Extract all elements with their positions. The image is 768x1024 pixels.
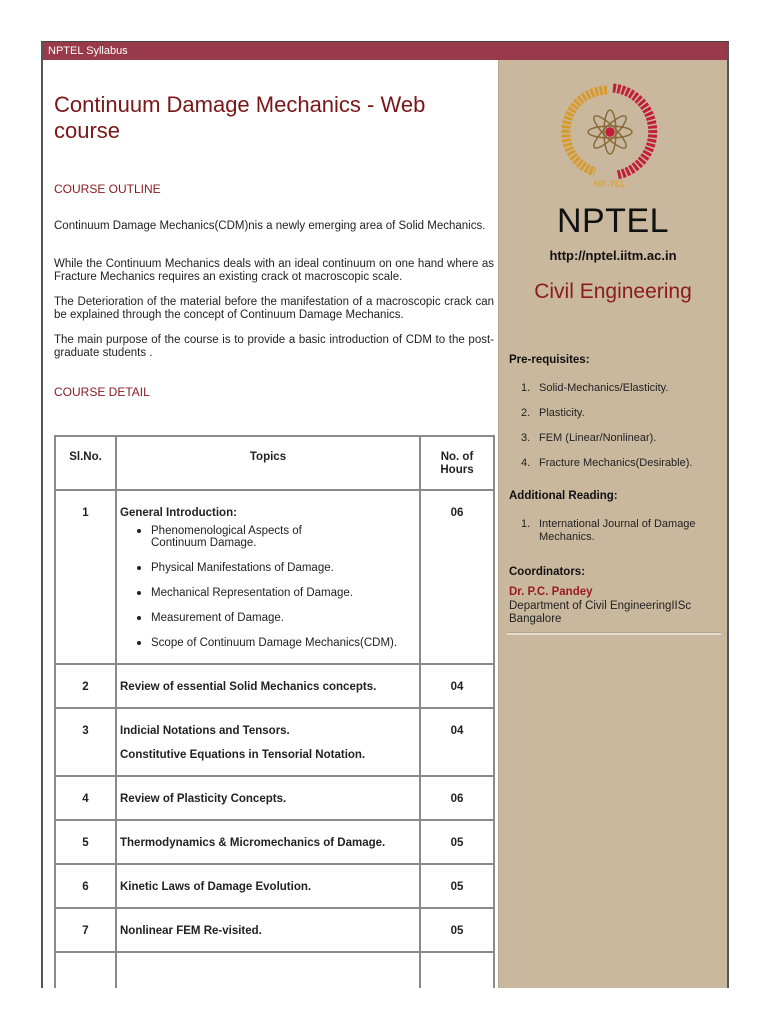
table-row [55,664,494,708]
topic-title: Indicial Notations and Tensors. [120,725,290,737]
row-topic: Kinetic Laws of Damage Evolution. [116,864,420,908]
row-hours: 05 [420,908,494,952]
row-number: 4 [55,776,116,820]
outline-paragraph: While the Continuum Mechanics deals with an ideal continuum on one hand where as Fracture Mechanics requires an existing crack ot macroscopic scale. [54,258,494,283]
table-row [55,820,494,864]
prerequisite-item: 1. Solid-Mechanics/Elasticity. [521,382,669,394]
course-outline-heading: COURSE OUTLINE [54,182,161,196]
additional-reading-heading: Additional Reading: [509,490,618,502]
row-number: 7 [55,908,116,952]
outline-paragraph: Continuum Damage Mechanics(CDM)nis a newly emerging area of Solid Mechanics. [54,220,486,232]
row-number: 2 [55,664,116,708]
prerequisites-list [509,382,719,482]
table-header-row [55,436,494,490]
row-topic [116,708,420,776]
main-content [43,60,497,988]
coordinator-department: Department of Civil EngineeringIISc Bangalore [509,600,692,625]
row-topic: Review of Plasticity Concepts. [116,776,420,820]
nptel-url-link[interactable]: http://nptel.iitm.ac.in [549,248,677,263]
header-bar [43,42,727,60]
additional-reading-item: 1. International Journal of Damage Mechanics. [521,518,696,543]
row-number: 6 [55,864,116,908]
row-hours [420,952,494,988]
subtopic-item: Scope of Continuum Damage Mechanics(CDM). [137,637,418,649]
coordinator-name: Dr. P.C. Pandey [509,586,593,598]
sidebar [498,60,727,988]
table-row [55,708,494,776]
row-number: 5 [55,820,116,864]
table-row-partial [55,952,494,988]
row-number: 1 [55,490,116,664]
additional-reading-list [509,518,719,556]
prerequisite-item: 2. Plasticity. [521,407,585,419]
coordinators-heading: Coordinators: [509,566,586,578]
row-hours: 05 [420,820,494,864]
prerequisites-heading: Pre-requisites: [509,354,590,366]
prerequisite-item: 3. FEM (Linear/Nonlinear). [521,432,657,444]
header-topics: Topics [116,436,420,490]
subtopic-item: Measurement of Damage. [137,612,418,624]
header-slno: Sl.No. [55,436,116,490]
course-title: Continuum Damage Mechanics - Web course [54,92,426,143]
header-hours: No. of Hours [420,436,494,490]
subtopic-list [120,525,418,649]
table-row [55,776,494,820]
course-detail-table [54,435,495,988]
course-detail-heading: COURSE DETAIL [54,385,150,399]
topic-title: General Introduction: [120,507,237,519]
table-row [55,490,494,664]
table-row [55,864,494,908]
subtopic-item: Mechanical Representation of Damage. [137,587,418,599]
row-topic: Review of essential Solid Mechanics concepts. [116,664,420,708]
row-hours: 06 [420,490,494,664]
brand-name: NPTEL [556,202,670,240]
row-hours: 05 [420,864,494,908]
svg-text:NP-TEL: NP-TEL [593,179,627,189]
subtopic-item: Phenomenological Aspects of Continuum Damage. [137,525,418,549]
header-label: NPTEL Syllabus [48,45,128,57]
row-topic: Thermodynamics & Micromechanics of Damage. [116,820,420,864]
row-hours: 06 [420,776,494,820]
row-topic: Nonlinear FEM Re-visited. [116,908,420,952]
outline-paragraph: The main purpose of the course is to provide a basic introduction of CDM to the post-graduate students . [54,334,494,359]
row-hours: 04 [420,708,494,776]
topic-extra: Constitutive Equations in Tensorial Notation. [120,749,366,761]
row-hours: 04 [420,664,494,708]
row-number [55,952,116,988]
subtopic-item: Physical Manifestations of Damage. [137,562,418,574]
nptel-logo-icon [555,80,665,190]
row-topic [116,490,420,664]
discipline-name: Civil Engineering [534,280,692,303]
syllabus-page [41,41,729,988]
prerequisite-item: 4. Fracture Mechanics(Desirable). [521,457,693,469]
table-row [55,908,494,952]
row-topic [116,952,420,988]
outline-paragraph: The Deterioration of the material before the manifestation of a macroscopic crack can be explained through the concept of Continuum Damage Mechanics. [54,296,494,321]
sidebar-divider [507,632,721,635]
row-number: 3 [55,708,116,776]
